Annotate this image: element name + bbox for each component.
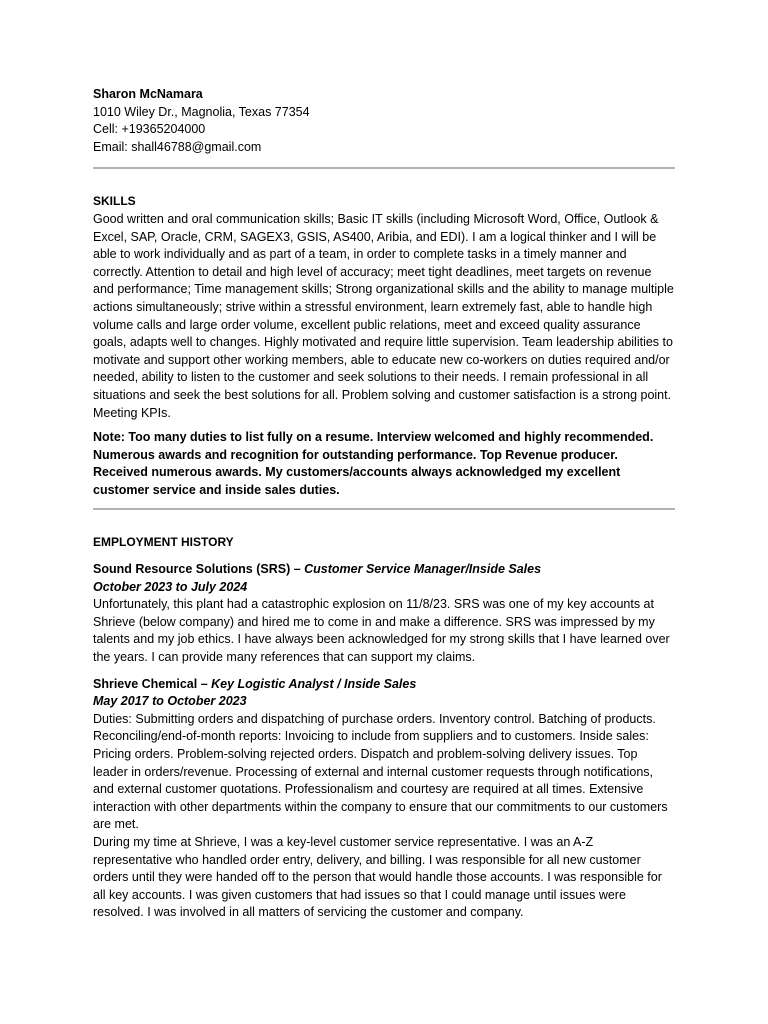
address-line: 1010 Wiley Dr., Magnolia, Texas 77354	[93, 104, 310, 119]
job-dates: May 2017 to October 2023	[93, 694, 247, 709]
job-description: Duties: Submitting orders and dispatching of purchase orders. Inventory control. Batching of products. Reconciling/end-of-month reports: Invoicing to include from suppliers and to customers. Inside sales: Pricing orders. Problem-solving rejected orders. Dispatch and problem-solving delivery issues. Top leader in orders/revenue. Processing of external and internal customer requests through notifications, and external customer quotations. Professionalism and courtesy are required at all times. Extensive interaction with other departments within the company to ensure that our commitments to our customers are met.	[93, 711, 668, 832]
skills-heading: SKILLS	[93, 194, 136, 209]
job-header	[93, 561, 675, 579]
section-divider	[93, 167, 675, 169]
skills-section	[93, 193, 675, 499]
section-divider	[93, 508, 675, 510]
job-entry-srs	[93, 561, 675, 667]
skills-text: Good written and oral communication skills; Basic IT skills (including Microsoft Word, Office, Outlook & Excel, SAP, Oracle, CRM, SAGEX3, GSIS, AS400, Aribia, and EDI). I am a logical thinker and I will be able to work individually and as part of a team, in order to complete tasks in a timely manner and correctly. Attention to detail and high level of accuracy; meet tight deadlines, meet targets on revenue and performance; Time management skills; Strong organizational skills and the ability to manage multiple actions simultaneously; strive within a stressful environment, learn extremely fast, able to handle high volume calls and large order volume, excellent public relations, meet and exceed quality assurance goals, adapts well to changes. Highly motivated and require little supervision. Team leadership abilities to motivate and support other working members, able to educate new co-workers on duties required and/or needed, ability to listen to the customer and seek solutions to their needs. I remain professional in all situations and seek the best solutions for all. Problem solving and customer satisfaction is a strong point. Meeting KPIs.	[93, 211, 674, 420]
contact-block	[93, 86, 675, 156]
skills-note: Note: Too many duties to list fully on a resume. Interview welcomed and highly recommended. Numerous awards and recognition for outstanding performance. Top Revenue producer. Received numerous awards. My customers/accounts always acknowledged my excellent customer service and inside sales duties.	[93, 430, 654, 497]
job-description-continued: During my time at Shrieve, I was a key-level customer service representative. I was an A-Z representative who handled order entry, delivery, and billing. I was responsible for all new customer orders until they were handed off to the person that would handle those accounts. I was responsible for all key accounts. I was given customers that had issues so that I could manage until issues were resolved. I was involved in all matters of servicing the customer and company.	[93, 834, 662, 920]
employment-heading: EMPLOYMENT HISTORY	[93, 535, 234, 550]
job-entry-shrieve	[93, 676, 675, 922]
cell-line: Cell: +19365204000	[93, 122, 206, 137]
employment-section	[93, 534, 675, 921]
candidate-name: Sharon McNamara	[93, 87, 203, 101]
resume-page	[93, 86, 675, 922]
job-description: Unfortunately, this plant had a catastrophic explosion on 11/8/23. SRS was one of my key accounts at Shrieve (below company) and hired me to come in and make a difference. SRS was impressed by my talents and my job ethics. I have always been acknowledged for my strong skills that I have learned over the years. I can provide many references that can support my claims.	[93, 597, 670, 665]
job-header	[93, 676, 675, 694]
job-dates: October 2023 to July 2024	[93, 579, 248, 594]
job-company: Shrieve Chemical –	[93, 676, 212, 691]
job-title: Customer Service Manager/Inside Sales	[304, 562, 542, 577]
job-title: Key Logistic Analyst / Inside Sales	[211, 676, 417, 691]
email-line: Email: shall46788@gmail.com	[93, 139, 262, 154]
job-company: Sound Resource Solutions (SRS) –	[93, 562, 305, 577]
